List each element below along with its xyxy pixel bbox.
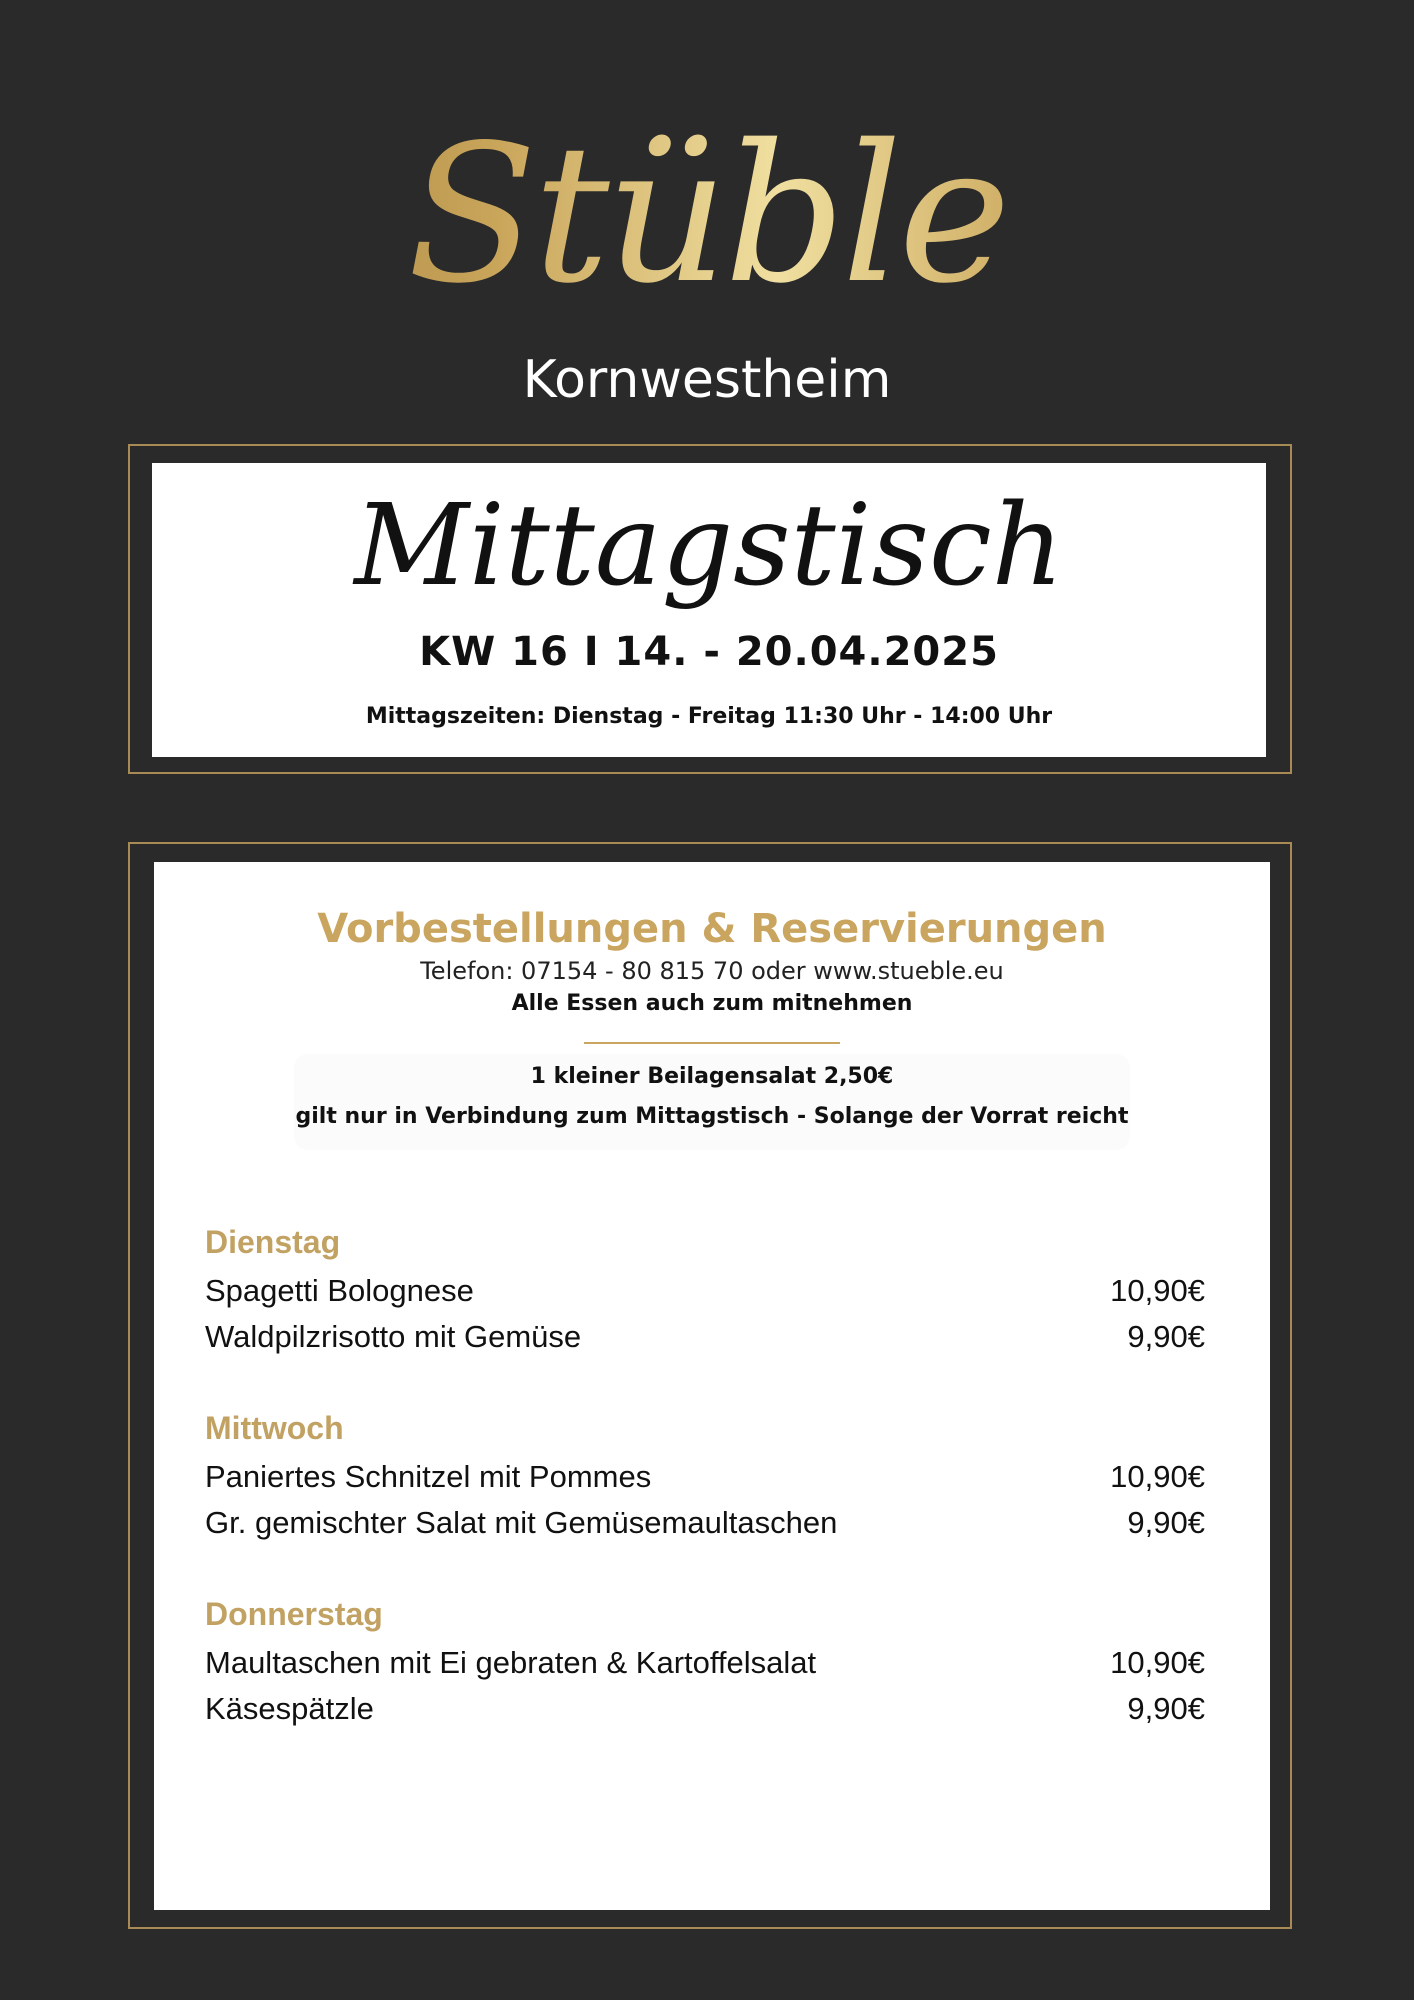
week-range: KW 16 I 14. - 20.04.2025 [419, 629, 999, 675]
dish-price: 10,90€ [1110, 1273, 1205, 1308]
dish-row [205, 1640, 1205, 1686]
day-heading: Mittwoch [205, 1410, 344, 1446]
reservations-title: Vorbestellungen & Reservierungen [317, 906, 1107, 952]
dish-row [205, 1500, 1205, 1546]
logo [0, 80, 1414, 420]
salad-offer: 1 kleiner Beilagensalat 2,50€ [530, 1064, 894, 1089]
dish-name: Käsespätzle [205, 1691, 374, 1726]
salad-offer-box [294, 1054, 1130, 1150]
dish-name: Waldpilzrisotto mit Gemüse [205, 1319, 582, 1354]
brand-location: Kornwestheim [522, 350, 892, 410]
brand-logo-text: Stüble [0, 80, 1414, 350]
divider [584, 1042, 840, 1044]
dish-row [205, 1686, 1205, 1732]
salad-offer-condition: gilt nur in Verbindung zum Mittagstisch - Solange der Vorrat reicht [295, 1104, 1129, 1129]
header-panel [152, 463, 1266, 757]
dish-price: 9,90€ [1127, 1319, 1205, 1354]
takeaway-note: Alle Essen auch zum mitnehmen [511, 991, 913, 1016]
dish-row [205, 1454, 1205, 1500]
day-heading: Donnerstag [205, 1596, 383, 1632]
dish-name: Gr. gemischter Salat mit Gemüsemaultaschen [205, 1505, 838, 1540]
page-title: Mittagstisch [354, 481, 1064, 611]
dish-price: 10,90€ [1110, 1645, 1205, 1680]
day-section-mittwoch [205, 1408, 1205, 1546]
day-heading: Dienstag [205, 1224, 341, 1260]
day-section-donnerstag [205, 1594, 1205, 1732]
dish-name: Spagetti Bolognese [205, 1273, 474, 1308]
day-section-dienstag [205, 1222, 1205, 1360]
dish-row [205, 1268, 1205, 1314]
dish-price: 9,90€ [1127, 1691, 1205, 1726]
reservations-contact: Telefon: 07154 - 80 815 70 oder www.stueble.eu [420, 957, 1004, 985]
dish-name: Paniertes Schnitzel mit Pommes [205, 1459, 652, 1494]
menu-panel [154, 862, 1270, 1910]
lunch-hours: Mittagszeiten: Dienstag - Freitag 11:30 Uhr - 14:00 Uhr [365, 704, 1053, 729]
dish-name: Maultaschen mit Ei gebraten & Kartoffelsalat [205, 1645, 817, 1680]
dish-price: 10,90€ [1110, 1459, 1205, 1494]
menu-list [205, 1222, 1205, 1780]
dish-row [205, 1314, 1205, 1360]
dish-price: 9,90€ [1127, 1505, 1205, 1540]
